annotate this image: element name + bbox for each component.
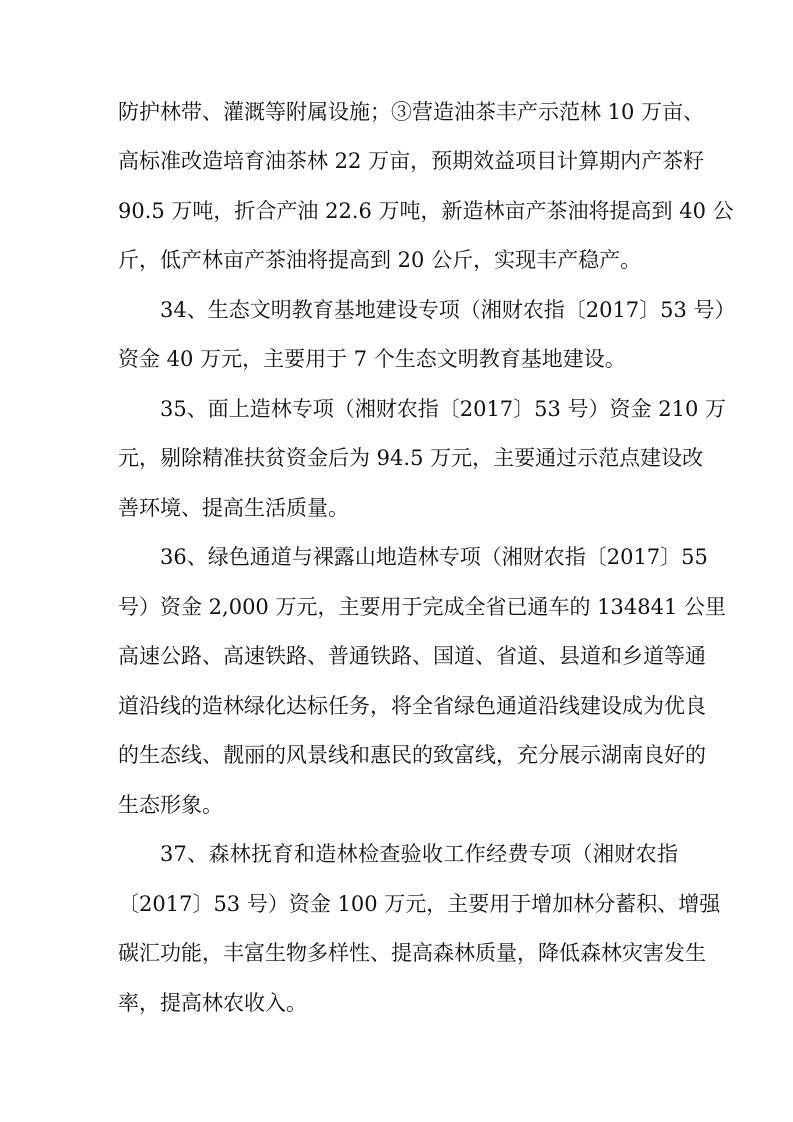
paragraph-line: 率，提高林农收入。 <box>118 991 307 1015</box>
paragraph-line: 34、生态文明教育基地建设专项（湘财农指〔2017〕53 号） <box>160 298 736 322</box>
paragraph-line: 36、绿色通道与裸露山地造林专项（湘财农指〔2017〕55 <box>160 545 708 569</box>
paragraph-line: 高速公路、高速铁路、普通铁路、国道、省道、县道和乡道等通 <box>118 644 706 668</box>
paragraph-line: 元，剔除精准扶贫资金后为 94.5 万元，主要通过示范点建设改 <box>118 446 704 470</box>
paragraph-line: 35、面上造林专项（湘财农指〔2017〕53 号）资金 210 万 <box>160 397 726 421</box>
paragraph-line: 道沿线的造林绿化达标任务，将全省绿色通道沿线建设成为优良 <box>118 694 706 718</box>
paragraph-line: 防护林带、灌溉等附属设施；③营造油茶丰产示范林 10 万亩、 <box>118 100 705 124</box>
paragraph-line: 的生态线、靓丽的风景线和惠民的致富线，充分展示湖南良好的 <box>118 743 706 767</box>
paragraph-line: 高标准改造培育油茶林 22 万亩，预期效益项目计算期内产茶籽 <box>118 149 705 173</box>
paragraph-line: 资金 40 万元，主要用于 7 个生态文明教育基地建设。 <box>118 347 626 371</box>
paragraph-line: 90.5 万吨，折合产油 22.6 万吨，新造林亩产茶油将提高到 40 公 <box>118 199 734 223</box>
paragraph-line: 生态形象。 <box>118 793 223 817</box>
paragraph-line: 斤，低产林亩产茶油将提高到 20 公斤，实现丰产稳产。 <box>118 248 642 272</box>
paragraph-line: 碳汇功能，丰富生物多样性、提高森林质量，降低森林灾害发生 <box>118 941 706 965</box>
paragraph-line: 〔2017〕53 号）资金 100 万元，主要用于增加林分蓄积、增强 <box>118 892 721 916</box>
paragraph-line: 37、森林抚育和造林检查验收工作经费专项（湘财农指 <box>160 842 678 866</box>
paragraph-line: 善环境、提高生活质量。 <box>118 496 349 520</box>
paragraph-line: 号）资金 2,000 万元，主要用于完成全省已通车的 134841 公里 <box>118 595 726 619</box>
